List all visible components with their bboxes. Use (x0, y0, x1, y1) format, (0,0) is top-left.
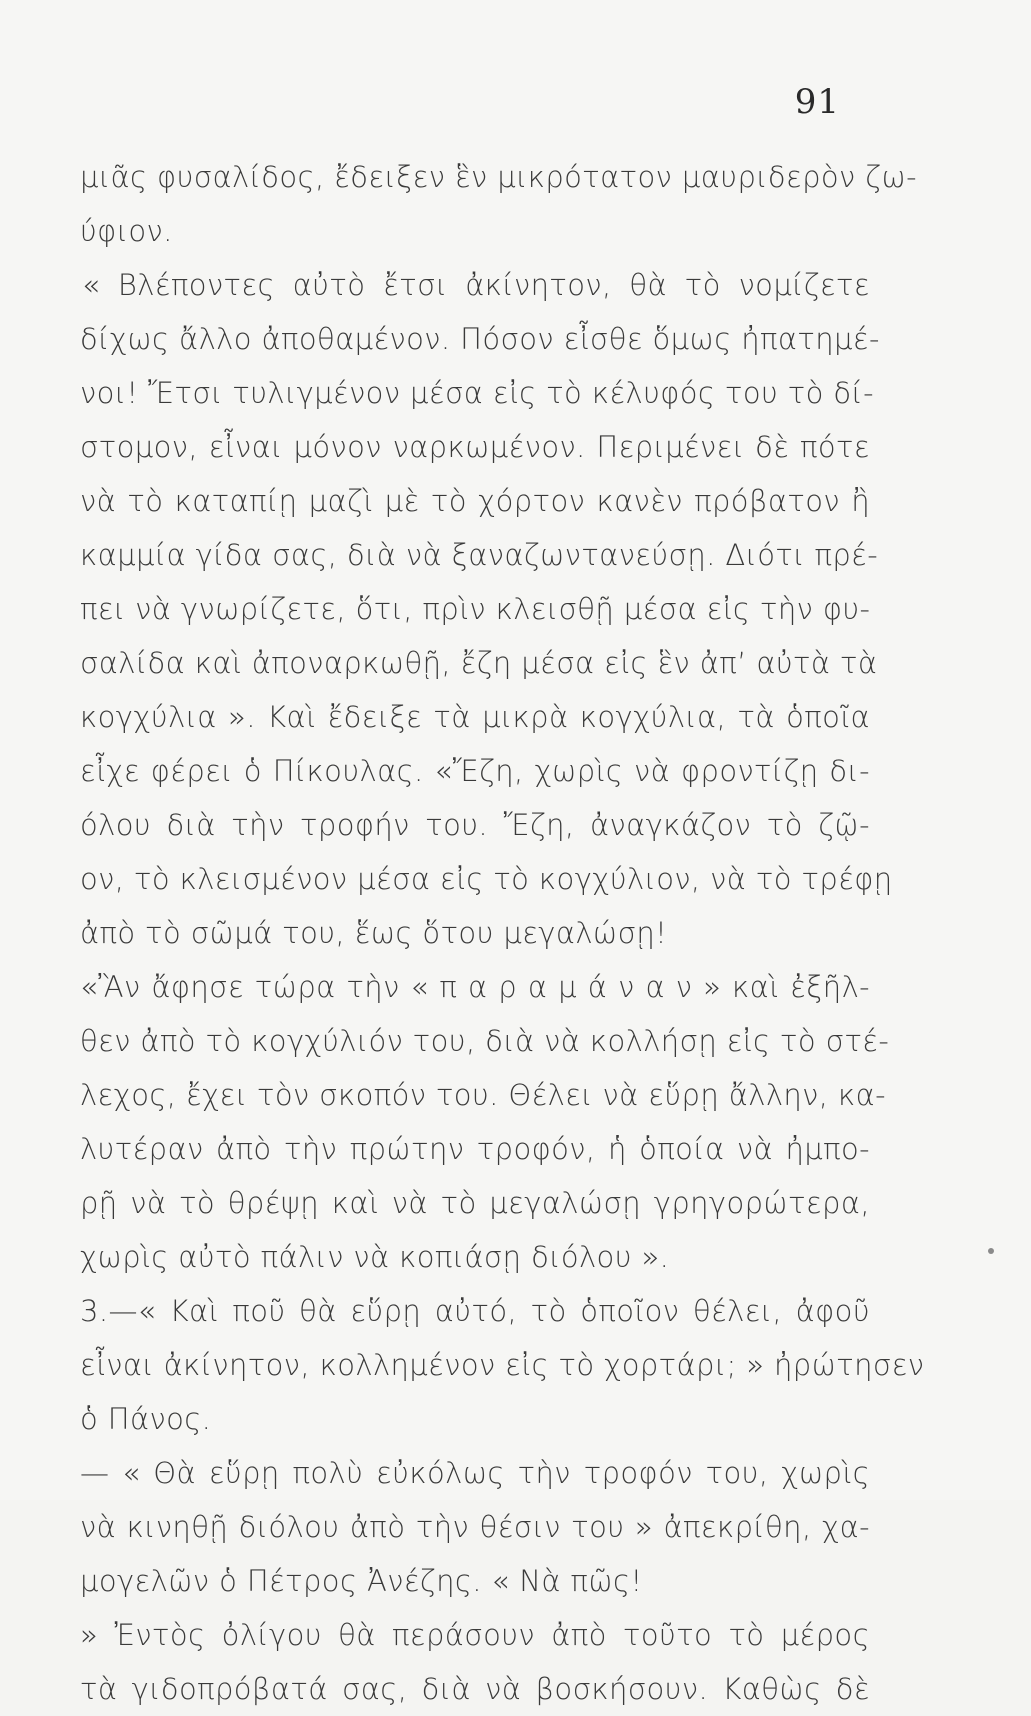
text-line: εἶχε φέρει ὁ Πίκουλας. «Ἔζη, χωρὶς νὰ φροντίζῃ δι- (80, 754, 870, 788)
text-line: λεχος, ἔχει τὸν σκοπόν του. Θέλει νὰ εὕρῃ ἄλλην, κα- (80, 1078, 886, 1112)
text-line: σαλίδα καὶ ἀποναρκωθῇ, ἔζη μέσα εἰς ἓν ἀπ’ αὐτὰ τὰ (80, 646, 878, 680)
text-line: ὁ Πάνος. (80, 1402, 212, 1436)
text-line: 3.—« Καὶ ποῦ θὰ εὕρῃ αὐτό, τὸ ὁποῖον θέλει, ἀφοῦ (80, 1294, 870, 1328)
text-line: στομον, εἶναι μόνον ναρκωμένον. Περιμένει δὲ πότε (80, 430, 870, 464)
text-line: μογελῶν ὁ Πέτρος Ἀνέζης. « Νὰ πῶς! (80, 1564, 643, 1598)
text-line: δίχως ἄλλο ἀποθαμένον. Πόσον εἶσθε ὅμως ἠπατημέ- (80, 322, 880, 356)
text-line: χωρὶς αὐτὸ πάλιν νὰ κοπιάσῃ διόλου ». (80, 1240, 670, 1274)
text-line: — « Θὰ εὕρῃ πολὺ εὐκόλως τὴν τροφόν του, χωρὶς (80, 1456, 870, 1490)
text-line: ἀπὸ τὸ σῶμά του, ἕως ὅτου μεγαλώσῃ! (80, 916, 668, 950)
text-line: πει νὰ γνωρίζετε, ὅτι, πρὶν κλεισθῇ μέσα εἰς τὴν φυ- (80, 592, 871, 626)
text-line: τὰ γιδοπρόβατά σας, διὰ νὰ βοσκήσουν. Καθὼς δὲ (80, 1672, 870, 1706)
text-line: νοι! Ἔτσι τυλιγμένον μέσα εἰς τὸ κέλυφός του τὸ δί- (80, 376, 875, 410)
text-line: ον, τὸ κλεισμένον μέσα εἰς τὸ κογχύλιον, νὰ τὸ τρέφῃ (80, 862, 893, 896)
text-line: «Ἂν ἄφησε τώρα τὴν « π α ρ α μ ά ν α ν » καὶ ἐξῆλ- (80, 970, 870, 1004)
text-line: » Ἐντὸς ὀλίγου θὰ περάσουν ἀπὸ τοῦτο τὸ μέρος (80, 1618, 870, 1652)
text-line: νὰ κινηθῇ διόλου ἀπὸ τὴν θέσιν του » ἀπεκρίθη, χα- (80, 1510, 870, 1544)
text-line: όλου διὰ τὴν τροφήν του. Ἔζη, ἀναγκάζον τὸ ζῷ- (80, 808, 870, 842)
text-line: θεν ἀπὸ τὸ κογχύλιόν του, διὰ νὰ κολλήσῃ εἰς τὸ στέ- (80, 1024, 890, 1058)
ink-speck (988, 1248, 994, 1254)
page-number: 91 (794, 82, 840, 122)
text-line: καμμία γίδα σας, διὰ νὰ ξαναζωντανεύσῃ. Διότι πρέ- (80, 538, 879, 572)
text-line: κογχύλια ». Καὶ ἔδειξε τὰ μικρὰ κογχύλια, τὰ ὁποῖα (80, 700, 870, 734)
text-line: ρῇ νὰ τὸ θρέψῃ καὶ νὰ τὸ μεγαλώσῃ γρηγορώτερα, (80, 1186, 870, 1220)
text-line: ύφιον. (80, 214, 173, 248)
body-text (80, 150, 925, 1716)
text-line: « Βλέποντες αὐτὸ ἔτσι ἀκίνητον, θὰ τὸ νομίζετε (82, 268, 870, 302)
text-line: νὰ τὸ καταπίῃ μαζὶ μὲ τὸ χόρτον κανὲν πρόβατον ἢ (80, 484, 870, 518)
text-line: λυτέραν ἀπὸ τὴν πρώτην τροφόν, ἡ ὁποία νὰ ἠμπο- (80, 1132, 870, 1166)
text-line: μιᾶς φυσαλίδος, ἔδειξεν ἓν μικρότατον μαυριδερὸν ζω- (80, 160, 917, 194)
text-line: εἶναι ἀκίνητον, κολλημένον εἰς τὸ χορτάρι; » ἠρώτησεν (80, 1348, 925, 1382)
